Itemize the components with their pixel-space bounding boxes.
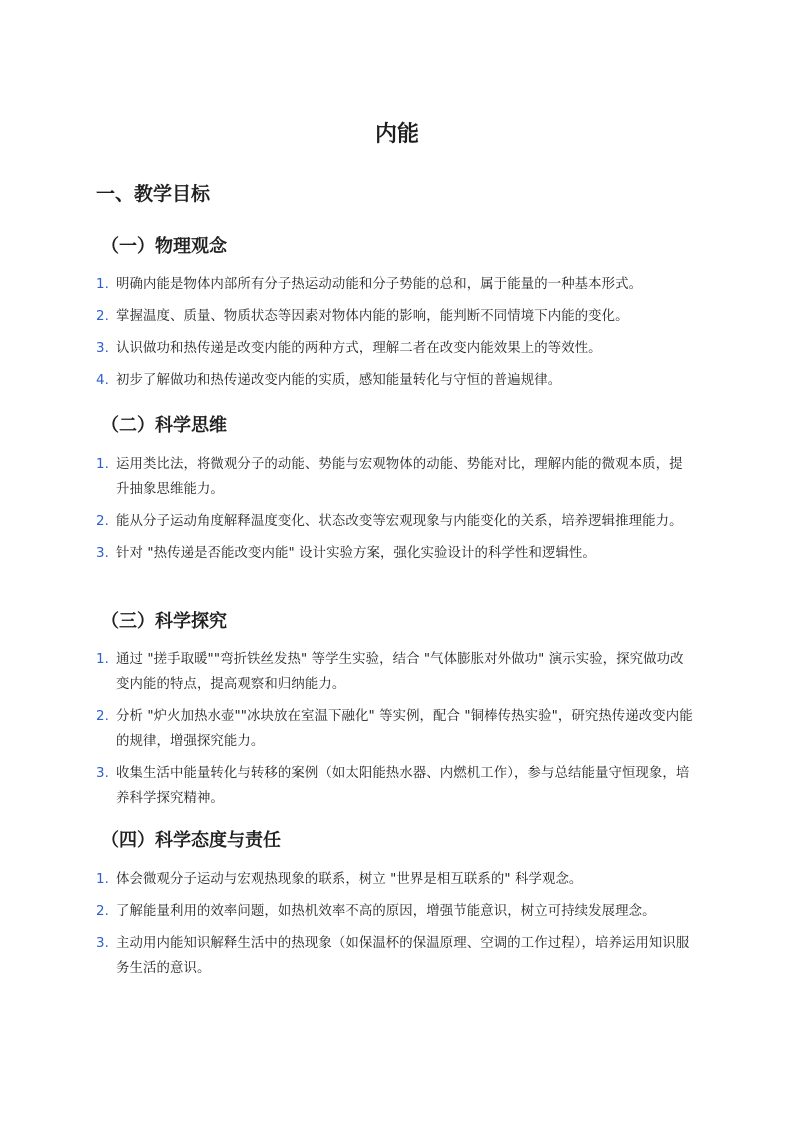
list-number: 2.	[96, 514, 109, 529]
list-item-text: 主动用内能知识解释生活中的热现象（如保温杯的保温原理、空调的工作过程），培养运用知识服务生活的意识。	[116, 936, 690, 976]
list-number: 1.	[96, 277, 109, 292]
list-number: 3.	[96, 546, 109, 561]
scientific-inquiry-list	[96, 647, 696, 818]
list-item-text: 掌握温度、质量、物质状态等因素对物体内能的影响，能判断不同情境下内能的变化。	[116, 309, 629, 324]
subsection-heading-physics-concepts: （一）物理观念	[101, 236, 227, 257]
list-number: 1.	[96, 457, 109, 472]
list-number: 2.	[96, 904, 109, 919]
list-number: 3.	[96, 936, 109, 951]
list-item-text: 运用类比法，将微观分子的动能、势能与宏观物体的动能、势能对比，理解内能的微观本质，提升抽象思维能力。	[116, 457, 683, 497]
list-item	[96, 704, 696, 754]
subsection-heading-scientific-thinking: （二）科学思维	[101, 415, 227, 436]
attitude-responsibility-list	[96, 867, 696, 988]
list-item	[96, 452, 696, 502]
list-number: 4.	[96, 373, 109, 388]
section-heading-teaching-goals: 一、教学目标	[96, 183, 211, 205]
list-item-text: 收集生活中能量转化与转移的案例（如太阳能热水器、内燃机工作），参与总结能量守恒现象，培养科学探究精神。	[116, 766, 690, 806]
list-number: 1.	[96, 652, 109, 667]
list-item	[96, 647, 696, 697]
list-item-text: 了解能量利用的效率问题，如热机效率不高的原因，增强节能意识，树立可持续发展理念。	[116, 904, 656, 919]
list-number: 2.	[96, 309, 109, 324]
subsection-heading-scientific-inquiry: （三）科学探究	[101, 611, 227, 632]
document-title: 内能	[374, 122, 419, 147]
list-item	[96, 931, 696, 981]
list-number: 2.	[96, 709, 109, 724]
list-item-text: 明确内能是物体内部所有分子热运动动能和分子势能的总和，属于能量的一种基本形式。	[116, 277, 643, 292]
list-item-text: 能从分子运动角度解释温度变化、状态改变等宏观现象与内能变化的关系，培养逻辑推理能力。	[116, 514, 683, 529]
list-item-text: 认识做功和热传递是改变内能的两种方式，理解二者在改变内能效果上的等效性。	[116, 341, 602, 356]
list-item-text: 分析 "炉火加热水壶""冰块放在室温下融化" 等实例，配合 "铜棒传热实验"，研究热传递改变内能的规律，增强探究能力。	[116, 709, 693, 749]
list-number: 1.	[96, 872, 109, 887]
list-item	[96, 509, 696, 534]
list-item	[96, 304, 696, 329]
list-item-text: 体会微观分子运动与宏观热现象的联系，树立 "世界是相互联系的" 科学观念。	[116, 872, 583, 887]
list-item	[96, 272, 696, 297]
list-item	[96, 336, 696, 361]
scientific-thinking-list	[96, 452, 696, 573]
list-item-text: 初步了解做功和热传递改变内能的实质，感知能量转化与守恒的普遍规律。	[116, 373, 562, 388]
list-number: 3.	[96, 766, 109, 781]
list-item-text: 通过 "搓手取暖""弯折铁丝发热" 等学生实验，结合 "气体膨胀对外做功" 演示实验，探究做功改变内能的特点，提高观察和归纳能力。	[116, 652, 684, 692]
list-item-text: 针对 "热传递是否能改变内能" 设计实验方案，强化实验设计的科学性和逻辑性。	[116, 546, 596, 561]
list-item	[96, 761, 696, 811]
list-item	[96, 899, 696, 924]
subsection-heading-attitude-responsibility: （四）科学态度与责任	[101, 830, 281, 851]
list-number: 3.	[96, 341, 109, 356]
list-item	[96, 867, 696, 892]
list-item	[96, 368, 696, 393]
physics-concepts-list	[96, 272, 696, 400]
list-item	[96, 541, 696, 566]
